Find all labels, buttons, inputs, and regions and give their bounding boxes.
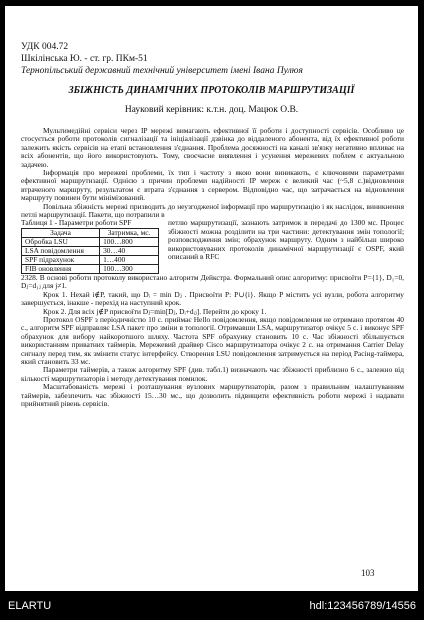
- handle-id: hdl:123456789/14556: [309, 600, 416, 612]
- repository-footer: [0, 594, 424, 620]
- table-cell: Обробка LSU: [22, 237, 100, 246]
- table-header: Затримка, мс.: [100, 228, 159, 237]
- body-text: [21, 127, 404, 408]
- table-cell: SPF підрахунок: [22, 255, 100, 264]
- supervisor: Науковий керівник: к.т.н. доц. Мацюк О.В.: [124, 105, 299, 115]
- table-cell: 1…400: [100, 255, 159, 264]
- table-cell: 100…300: [100, 264, 159, 273]
- paragraph-3-cont: 2328. В основі роботи протоколу використано алгоритм Дейкстра. Формальний опис алгоритму: присвоїти P={1}, D₁=0, Dⱼ=d₁ⱼ для j≠1.: [21, 272, 404, 291]
- paragraph-step-2: Крок 2. Для всіх j∉P присвоїти Dⱼ=min[Dⱼ, Dᵢ+dᵢⱼ]. Перейти до кроку 1.: [43, 306, 267, 316]
- table-side-text: [168, 219, 404, 273]
- udk-code: УДК 004.72: [21, 42, 69, 52]
- author: Шкілінська Ю. - ст. гр. ПКм-51: [21, 54, 148, 64]
- table-cell: FIB оновлення: [22, 264, 100, 273]
- repository-name: ELARTU: [8, 600, 52, 612]
- table-cell: 30…40: [100, 246, 159, 255]
- paragraph-2: Інформація про мережеві проблеми, їх тип і частоту з якою вони виникають, є ключовими параметрами ефективної маршрутизації. Однією з причин проблеми надійності IP мереж є великий час (~5,8 с.)відновлення втраченого маршруту, результатом є втрата з'єднання з сервером. Відповідно час, що затрачається на відновлення маршруту повинен бути мінімізований.: [21, 168, 404, 203]
- paragraph-conclusion: Масштабованість мережі і розташування вузлових маршрутизаторів, разом з правильним налаштуванням таймерів, забезпечить час збіжності 15…30 мс., що дозволить підвищити ефективність роботи мережі і надавати прийнятний рівень сервісів.: [21, 382, 404, 408]
- table-cell: 100…800: [100, 237, 159, 246]
- table-wrap: [21, 219, 404, 273]
- page-number: 103: [361, 568, 375, 578]
- paragraph-3: Повільна збіжність мережі призводить до неузгодженої інформації про маршрутизацію і як наслідок, виникнення петлі маршрутизації. Пакети, що потрапили в: [21, 201, 404, 220]
- table-cell: LSA повідомлення: [22, 246, 100, 255]
- table-block: [21, 219, 161, 273]
- paragraph-3-side: петлю маршрутизації, зазнають затримок в передачі до 1300 мс. Процес збіжності можна розділити на три частини: детектування змін топології; розповсюдження змін; обрахунок маршруту. Одним з найбільш широко використовуваних протоколів динамічної маршрутизації є OSPF, який описаний в RFC: [168, 218, 404, 262]
- paragraph-1: Мультимедійні сервіси через IP мережі вимагають ефективної її роботи і доступності сервісів. Особливо це стосується роботи протоколів сигналізації та ініціалізації дзвінка до віддаленого абонента, від їх ефективної роботи залежить якість сервісів на етапі встановлення з'єднання. Проблема досяжності на каналі зв'язку негативно впливає на всіх абонентів, що його використовують. Тому, своєчасне виявлення і усунення мережевих поблем є актуальною задачею.: [21, 126, 404, 169]
- institution: Тернопільський державний технічний університет імені Івана Пулюя: [21, 66, 303, 76]
- paragraph-timers: Параметри таймерів, а також алгоритму SPF (див. табл.1) визначають час збіжності приблизно 6 с., залежно від кількості маршрутизаторів і методу детектування помилок.: [21, 365, 404, 383]
- table-header: Задача: [22, 228, 100, 237]
- spf-table: [21, 228, 159, 274]
- paragraph-ospf: Протокол OSPF з періодичністю 10 с. приймає Hello повідомлення, якщо повідомлення не отримано протягом 40 с., алгоритм SPF відправляє LSA пакет про зміни в топології. Отримавши LSA, маршрутизатор очікує 5 с. і виконує SPF обрахунок для вибору найкоротшого шляху. Частота SPF обрахунку становить 10 с. Час збіжності збільшується використанням приватних таймерів. Мережевий драйвер Cisco маршрутизатора очікує 2 с. на отримання Carrier Delay сигналу перед тим, як змінити статус інтерфейсу. Створення LSU повідомлення затримується на період Расінg-таймера, який становить 33 мс.: [21, 314, 404, 366]
- paper-title: ЗБІЖНІСТЬ ДИНАМІЧНИХ ПРОТОКОЛІВ МАРШРУТИЗАЦІЇ: [68, 85, 355, 96]
- table-caption: Таблиця 1 - Параметри роботи SPF: [21, 218, 132, 228]
- paragraph-step-1: Крок 1. Нехай i∉P, такий, що Dᵢ = min Dⱼ . Присвоїти P: P∪{i}. Якщо P містить усі вузли, робота алгоритму завершується, інакше - перехід на наступний крок.: [21, 289, 404, 308]
- page: [5, 6, 418, 591]
